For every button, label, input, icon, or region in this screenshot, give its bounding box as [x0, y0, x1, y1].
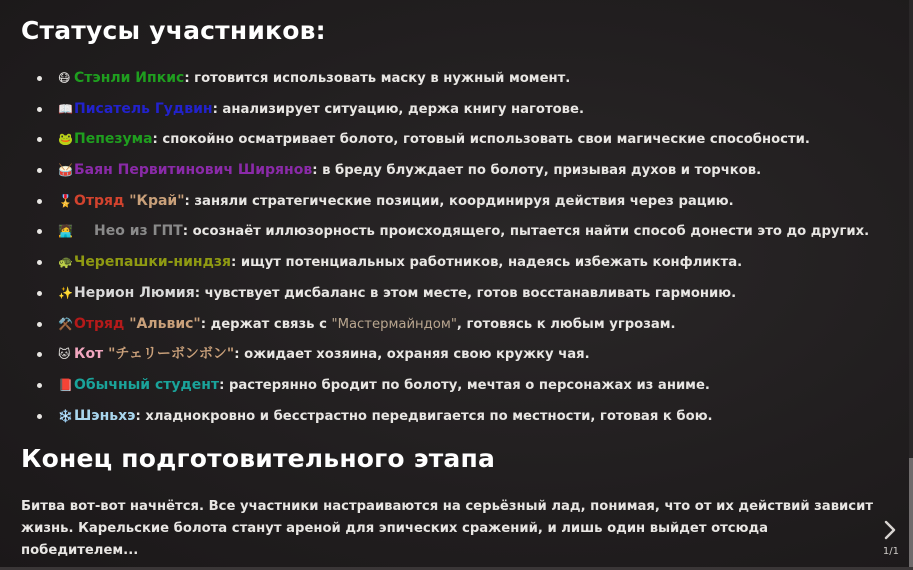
participant-name: Писатель Гудвин — [74, 100, 213, 117]
list-item — [36, 278, 869, 309]
list-item — [36, 370, 869, 401]
participant-name: Отряд — [74, 192, 130, 209]
book-red-icon: 📕 — [58, 377, 73, 392]
participant-status: : заняли стратегические позиции, координируя действия через рацию. — [184, 193, 734, 209]
medal-icon: 🎖️ — [58, 193, 73, 208]
participant-name: Шэньхэ — [74, 407, 136, 424]
participant-status: : растерянно бродит по болоту, мечтая о персонажах из аниме. — [219, 377, 710, 393]
participant-name: Пепезума — [74, 131, 153, 148]
frog-icon: 🐸 — [58, 132, 73, 147]
participant-quoted-name: "Край" — [129, 192, 185, 209]
participant-status: : анализирует ситуацию, держа книгу наготове. — [212, 101, 584, 117]
list-item — [36, 401, 869, 432]
list-item — [36, 155, 869, 186]
snowflake-icon: ❄️ — [58, 408, 73, 423]
list-item — [36, 124, 869, 155]
participant-status: : хладнокровно и бесстрастно передвигается по местности, готовая к бою. — [135, 408, 713, 424]
scrollbar-thumb[interactable] — [909, 458, 913, 570]
book-icon: 📖 — [58, 101, 73, 116]
participants-list — [36, 63, 869, 431]
participant-name: Отряд — [74, 315, 130, 332]
participant-name: Кот — [74, 346, 109, 363]
participant-quoted-name: "チェリーボンボン" — [108, 346, 235, 363]
sparkles-icon: ✨ — [58, 285, 73, 300]
participant-name: Нео из ГПТ — [94, 223, 183, 240]
scrollbar-track[interactable] — [909, 0, 913, 570]
drum-icon: 🥁 — [58, 163, 73, 178]
list-item — [36, 247, 869, 278]
closing-paragraph: Битва вот-вот начнётся. Все участники настраиваются на серьёзный лад, понимая, что от их действий зависит жизнь. Карельские болота станут ареной для эпических сражений, и лишь один выйдет отсюда победителем... — [21, 499, 873, 558]
participant-status: : готовится использовать маску в нужный момент. — [184, 71, 571, 86]
participant-status-prefix: : держат связь с — [200, 316, 332, 332]
cat-icon: 🐱 — [58, 347, 71, 362]
participant-status-quote: "Мастермайндом" — [331, 316, 457, 332]
list-item — [36, 63, 869, 94]
list-item — [36, 339, 869, 370]
participant-status: : в бреду блуждает по болоту, призывая духов и торчков. — [312, 163, 762, 179]
end-heading: Конец подготовительного этапа — [21, 444, 496, 473]
mask-icon: 😷 — [58, 71, 71, 85]
participant-quoted-name: "Альвис" — [129, 315, 201, 332]
participant-status: : ищут потенциальных работников, надеясь избежать конфликта. — [231, 255, 743, 271]
participant-name: Нерион Люмия — [74, 284, 195, 301]
participant-name: Баян Первитинович Ширянов — [74, 162, 313, 179]
list-item — [36, 94, 869, 125]
participant-name: Черепашки-ниндзя — [74, 254, 232, 271]
participant-status: : чувствует дисбаланс в этом месте, готов восстанавливать гармонию. — [194, 285, 737, 301]
chevron-right-icon[interactable] — [883, 520, 897, 540]
list-item — [36, 216, 869, 247]
participant-status: , готовясь к любым угрозам. — [456, 316, 676, 332]
turtle-icon: 🐢 — [58, 255, 73, 270]
page-counter: 1/1 — [882, 546, 899, 557]
statuses-heading: Статусы участников: — [21, 16, 326, 45]
participant-status: : осознаёт иллюзорность происходящего, пытается найти способ донести это до других. — [182, 224, 870, 240]
hammer-pick-icon: ⚒️ — [58, 316, 73, 331]
list-item — [36, 309, 869, 340]
participant-name: Стэнли Ипкис — [74, 70, 185, 86]
participant-status: : спокойно осматривает болото, готовый использовать свои магические способности. — [152, 132, 810, 148]
list-item — [36, 186, 869, 217]
participant-status: : ожидает хозяина, охраняя свою кружку чая. — [234, 347, 590, 363]
participant-name: Обычный студент — [74, 376, 220, 393]
technologist-icon: 🧑‍💻 — [58, 224, 73, 239]
